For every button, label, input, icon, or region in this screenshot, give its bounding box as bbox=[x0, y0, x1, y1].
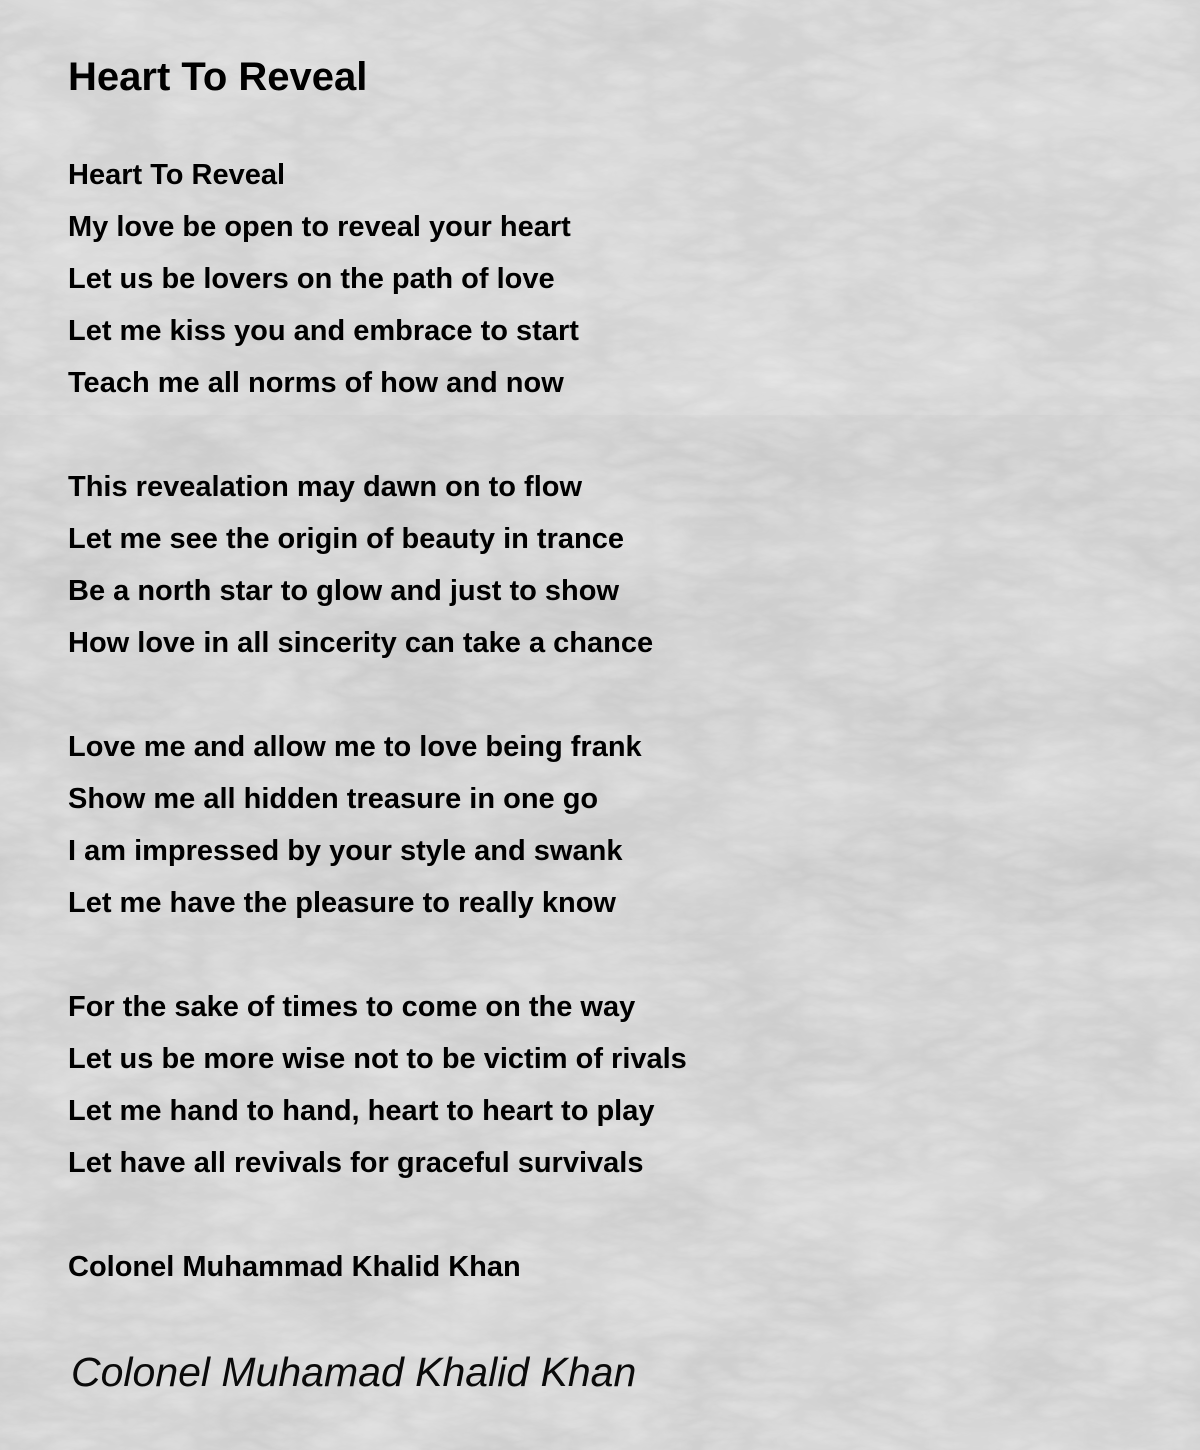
poem-line: Let have all revivals for graceful survivals bbox=[68, 1147, 644, 1179]
poem-line: Teach me all norms of how and now bbox=[68, 367, 564, 399]
poem-author: Colonel Muhammad Khalid Khan bbox=[68, 1251, 521, 1283]
author-signature: Colonel Muhamad Khalid Khan bbox=[71, 1349, 637, 1395]
poem-line: Let me have the pleasure to really know bbox=[68, 887, 616, 919]
poem-line: Show me all hidden treasure in one go bbox=[68, 783, 599, 815]
poem-line: How love in all sincerity can take a chance bbox=[68, 627, 654, 659]
poem-line: For the sake of times to come on the way bbox=[68, 991, 636, 1023]
poem-line: Let us be more wise not to be victim of rivals bbox=[68, 1043, 687, 1075]
poem-body bbox=[68, 149, 687, 1293]
poem-line: Let me see the origin of beauty in trance bbox=[68, 523, 624, 555]
poem-line: Be a north star to glow and just to show bbox=[68, 575, 620, 607]
stanza-break bbox=[68, 929, 687, 981]
poem-line: Let me hand to hand, heart to heart to play bbox=[68, 1095, 655, 1127]
poem-line: I am impressed by your style and swank bbox=[68, 835, 623, 867]
poem-line: My love be open to reveal your heart bbox=[68, 211, 571, 243]
page-title: Heart To Reveal bbox=[68, 55, 368, 99]
poem-line: Heart To Reveal bbox=[68, 159, 286, 191]
stanza-break bbox=[68, 409, 687, 461]
stanza-break bbox=[68, 669, 687, 721]
stanza-break bbox=[68, 1189, 687, 1241]
poem-line: This revealation may dawn on to flow bbox=[68, 471, 583, 503]
poem-line: Let me kiss you and embrace to start bbox=[68, 315, 579, 347]
poem-line: Let us be lovers on the path of love bbox=[68, 263, 555, 295]
poem-line: Love me and allow me to love being frank bbox=[68, 731, 642, 763]
